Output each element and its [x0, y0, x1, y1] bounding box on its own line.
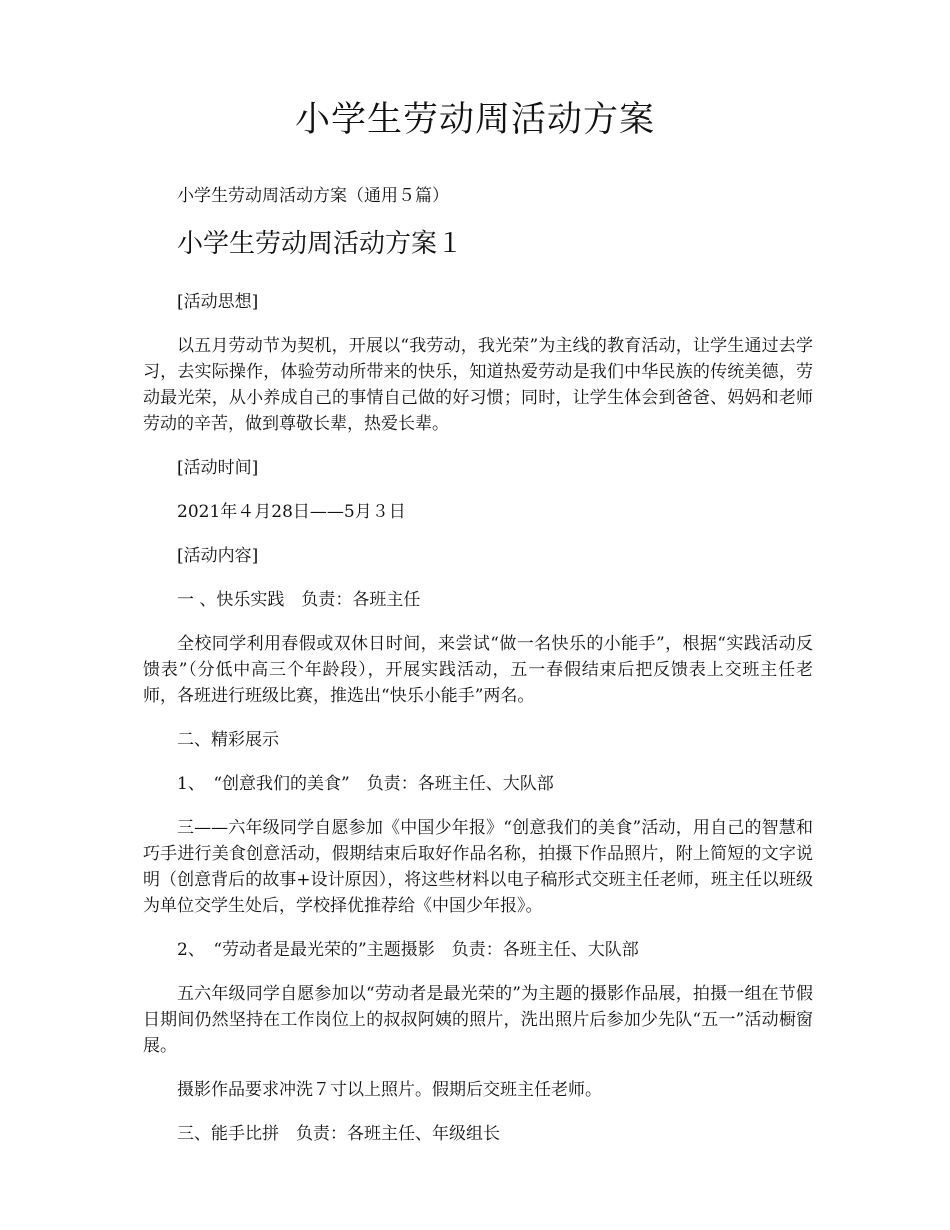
paragraph-item-one-heading: 1、 “创意我们的美食” 负责：各班主任、大队部	[177, 774, 554, 794]
paragraph-activity-content-label: [活动内容]	[177, 546, 259, 566]
document-subtitle: 小学生劳动周活动方案（通用５篇）	[177, 186, 449, 206]
paragraph-activity-idea-label: [活动思想]	[177, 292, 259, 312]
document-body	[143, 183, 813, 1165]
document-title: 小学生劳动周活动方案	[294, 100, 655, 140]
paragraph-item-two-requirement: 摄影作品要求冲洗７寸以上照片。假期后交班主任老师。	[177, 1080, 602, 1100]
paragraph-item-one-body: 三——六年级同学自愿参加《中国少年报》“创意我们的美食”活动，用自己的智慧和巧手进行美食创意活动，假期结束后取好作品名称，拍摄下作品照片，附上简短的文字说明（创意背后的故事+设计原因），将这些材料以电子稿形式交班主任老师，班主任以班级为单位交学生处后，学校择优推荐给《中国少年报》。	[143, 818, 813, 916]
paragraph-activity-idea: 以五月劳动节为契机，开展以“我劳动，我光荣”为主线的教育活动，让学生通过去学习，去实际操作，体验劳动所带来的快乐，知道热爱劳动是我们中华民族的传统美德，劳动最光荣，从小养成自己的事情自己做的好习惯；同时，让学生体会到爸爸、妈妈和老师劳动的辛苦，做到尊敬长辈，热爱长辈。	[143, 336, 813, 434]
paragraph-section-three-heading: 三、能手比拼 负责：各班主任、年级组长	[177, 1124, 500, 1144]
paragraph-item-two-heading: 2、 “劳动者是最光荣的”主题摄影 负责：各班主任、大队部	[177, 940, 639, 960]
paragraph-section-two-heading: 二、精彩展示	[177, 730, 279, 750]
paragraph-activity-time-label: [活动时间]	[177, 458, 259, 478]
section-heading: 小学生劳动周活动方案１	[177, 229, 464, 259]
paragraph-item-two-body: 五六年级同学自愿参加以“劳动者是最光荣的”为主题的摄影作品展，拍摄一组在节假日期间仍然坚持在工作岗位上的叔叔阿姨的照片，洗出照片后参加少先队“五一”活动橱窗展。	[143, 984, 813, 1056]
paragraph-section-one-heading: 一 、快乐实践 负责：各班主任	[177, 590, 421, 610]
paragraph-activity-time: 2021年４月28日——5月３日	[177, 502, 406, 522]
paragraph-section-one-body: 全校同学利用春假或双休日时间，来尝试“做一名快乐的小能手”，根据“实践活动反馈表”（分低中高三个年龄段），开展实践活动，五一春假结束后把反馈表上交班主任老师，各班进行班级比赛，推选出“快乐小能手”两名。	[143, 634, 813, 706]
